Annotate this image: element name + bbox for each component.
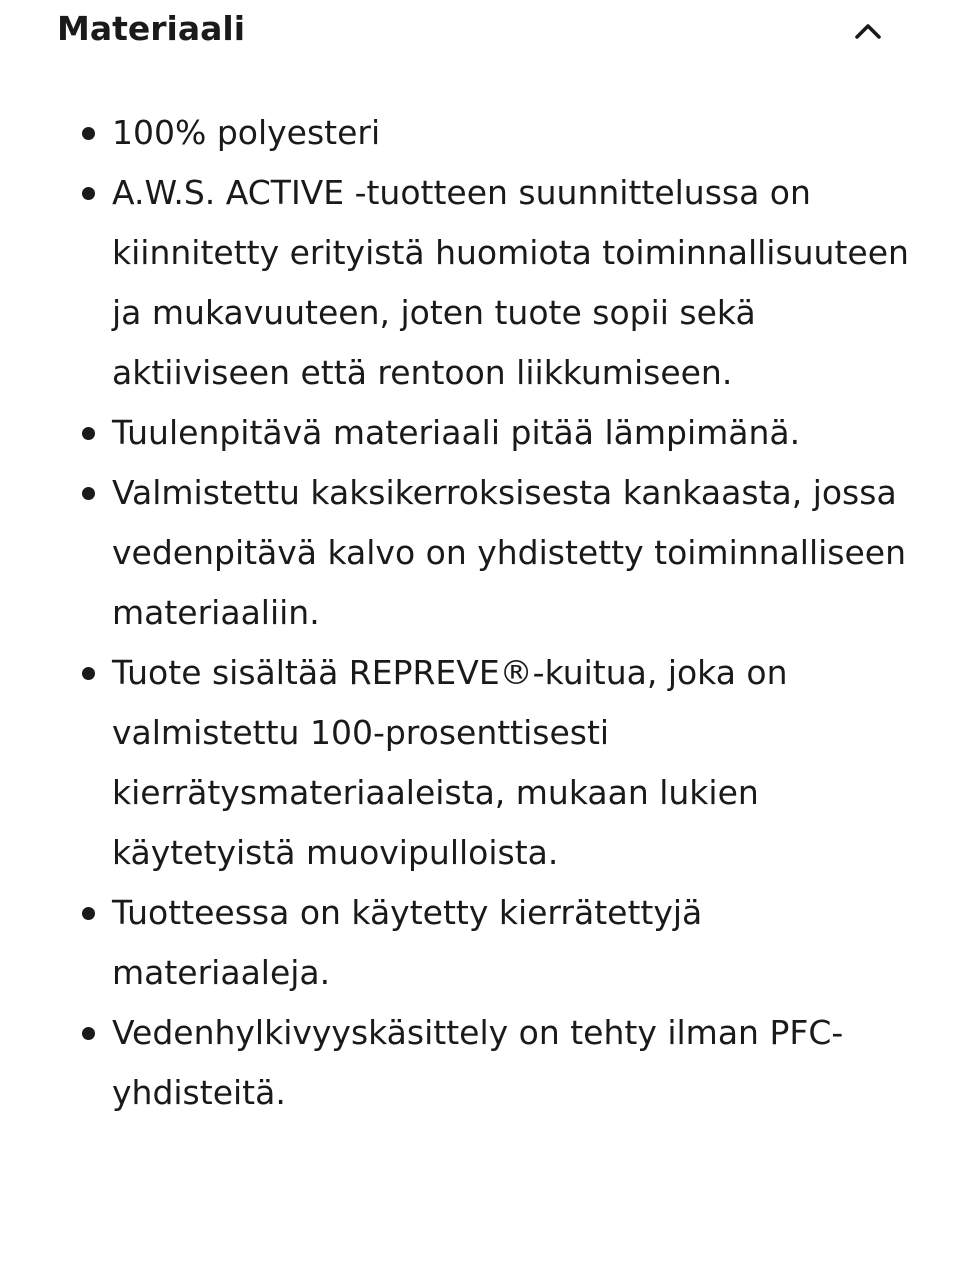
list-item [0, 103, 960, 163]
bullet-icon [82, 487, 95, 500]
list-item [0, 1003, 960, 1123]
material-list [0, 103, 960, 1123]
list-item-text: A.W.S. ACTIVE -tuotteen suunnittelussa on kiinnitetty erityistä huomiota toiminnallisuuteen ja mukavuuteen, joten tuote sopii sekä aktiiviseen että rentoon liikkumiseen. [112, 173, 909, 392]
list-item-text: Valmistettu kaksikerroksisesta kankaasta, jossa vedenpitävä kalvo on yhdistetty toiminnalliseen materiaaliin. [112, 473, 907, 632]
list-item [0, 403, 960, 463]
bullet-icon [82, 427, 95, 440]
section-title: Materiaali [57, 9, 246, 48]
bullet-icon [82, 667, 95, 680]
bullet-icon [82, 127, 95, 140]
list-item-text: Vedenhylkivyyskäsittely on tehty ilman PFC-yhdisteitä. [112, 1013, 844, 1112]
list-item-text: Tuote sisältää REPREVE®-kuitua, joka on valmistettu 100-prosenttisesti kierrätysmateriaaleista, mukaan lukien käytetyistä muovipulloista. [112, 653, 788, 872]
bullet-icon [82, 1027, 95, 1040]
list-item-text: 100% polyesteri [112, 113, 381, 152]
collapse-toggle-button[interactable] [848, 12, 888, 52]
list-item-text: Tuotteessa on käytetty kierrätettyjä materiaaleja. [112, 893, 703, 992]
list-item-text: Tuulenpitävä materiaali pitää lämpimänä. [112, 413, 801, 452]
bullet-icon [82, 907, 95, 920]
list-item [0, 883, 960, 1003]
list-item [0, 163, 960, 403]
accordion-header[interactable] [0, 0, 960, 62]
chevron-up-icon [848, 12, 888, 52]
bullet-icon [82, 187, 95, 200]
list-item [0, 643, 960, 883]
list-item [0, 463, 960, 643]
